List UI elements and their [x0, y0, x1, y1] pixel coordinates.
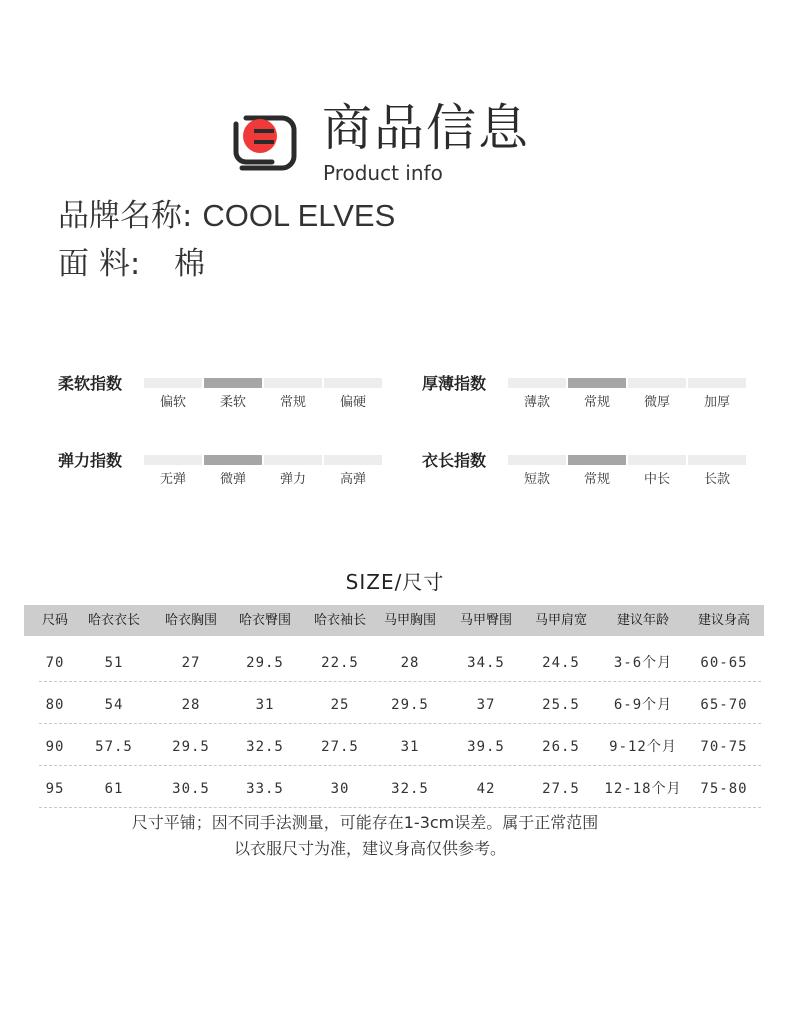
table-cell: 42	[476, 781, 496, 797]
table-cell: 80	[45, 697, 65, 713]
table-cell: 34.5	[467, 655, 505, 671]
size-table	[24, 605, 764, 797]
table-cell: 70	[45, 655, 65, 671]
table-cell: 54	[104, 697, 124, 713]
page-title: 商品信息	[322, 99, 530, 157]
column-header: 建议身高	[697, 613, 750, 628]
table-cell: 28	[181, 697, 201, 713]
index-label: 柔软指数	[58, 374, 123, 393]
row-divider	[39, 681, 761, 682]
table-cell: 24.5	[542, 655, 580, 671]
table-cell: 27	[181, 655, 201, 671]
size-table-header	[24, 605, 764, 636]
table-cell: 37	[476, 697, 496, 713]
table-cell: 65-70	[700, 697, 748, 713]
index-segment	[324, 455, 382, 465]
column-header: 哈衣袖长	[313, 613, 366, 628]
column-header: 哈衣臀围	[238, 613, 291, 628]
index-row	[58, 450, 388, 490]
table-cell: 60-65	[700, 655, 748, 671]
index-option-label: 薄款	[523, 395, 550, 410]
table-cell: 27.5	[542, 781, 580, 797]
table-cell: 29.5	[391, 697, 429, 713]
table-row	[24, 642, 764, 684]
table-cell: 95	[45, 781, 65, 797]
column-header: 马甲胸围	[383, 613, 436, 628]
index-option-label: 长款	[703, 472, 730, 487]
index-row	[422, 450, 752, 490]
index-option-label: 偏软	[159, 395, 186, 410]
index-label: 厚薄指数	[422, 374, 487, 393]
index-segment	[144, 455, 202, 465]
index-segment-selected	[204, 378, 262, 388]
measurement-note: 尺寸平铺；因不同手法测量，可能存在1-3cm误差。属于正常范围	[131, 813, 599, 832]
index-option-label: 常规	[279, 395, 306, 410]
column-header: 马甲臀围	[459, 613, 512, 628]
table-cell: 6-9个月	[613, 697, 673, 713]
index-segment	[508, 378, 566, 388]
index-option-label: 弹力	[279, 472, 306, 487]
index-option-label: 短款	[523, 472, 550, 487]
index-label: 衣长指数	[422, 451, 487, 470]
table-cell: 61	[104, 781, 124, 797]
table-cell: 39.5	[467, 739, 505, 755]
index-segment	[264, 455, 322, 465]
table-cell: 22.5	[321, 655, 359, 671]
table-row	[24, 684, 764, 726]
table-cell: 25.5	[542, 697, 580, 713]
index-option-label: 偏硬	[339, 395, 366, 410]
column-header: 马甲肩宽	[534, 613, 587, 628]
table-row	[24, 726, 764, 768]
size-table-title: SIZE/尺寸	[345, 570, 445, 594]
index-segment	[508, 455, 566, 465]
table-row	[24, 768, 764, 810]
table-cell: 31	[400, 739, 420, 755]
column-header: 哈衣胸围	[164, 613, 217, 628]
table-cell: 3-6个月	[613, 655, 673, 671]
index-segment	[628, 378, 686, 388]
index-segment-selected	[568, 378, 626, 388]
index-segment-selected	[204, 455, 262, 465]
table-cell: 32.5	[246, 739, 284, 755]
brand-value: COOL ELVES	[202, 198, 396, 233]
index-segment	[144, 378, 202, 388]
row-divider	[39, 765, 761, 766]
brand-label: 品牌名称:	[58, 198, 193, 234]
table-cell: 12-18个月	[604, 781, 682, 797]
table-cell: 33.5	[246, 781, 284, 797]
row-divider	[39, 807, 761, 808]
brand-line	[58, 196, 395, 236]
index-option-label: 无弹	[159, 472, 186, 487]
height-note: 以衣服尺寸为准，建议身高仅供参考。	[233, 839, 506, 858]
column-header: 尺码	[41, 613, 68, 628]
index-option-label: 常规	[583, 472, 610, 487]
table-cell: 31	[255, 697, 275, 713]
table-cell: 70-75	[700, 739, 748, 755]
index-option-label: 微弹	[219, 472, 246, 487]
table-cell: 28	[400, 655, 420, 671]
index-row	[58, 373, 388, 413]
index-option-label: 加厚	[703, 395, 730, 410]
page-subtitle: Product info	[323, 161, 443, 185]
table-cell: 51	[104, 655, 124, 671]
fabric-value: 棉	[174, 246, 205, 281]
table-cell: 29.5	[172, 739, 210, 755]
index-segment	[688, 378, 746, 388]
table-cell: 9-12个月	[609, 739, 677, 755]
table-cell: 90	[45, 739, 65, 755]
document-badge-icon	[232, 112, 298, 174]
index-option-label: 常规	[583, 395, 610, 410]
table-cell: 30	[330, 781, 350, 797]
index-segment	[688, 455, 746, 465]
index-option-label: 柔软	[219, 395, 246, 410]
index-row	[422, 373, 752, 413]
column-header: 建议年龄	[616, 613, 669, 628]
table-cell: 27.5	[321, 739, 359, 755]
table-cell: 25	[330, 697, 350, 713]
index-option-label: 微厚	[643, 395, 670, 410]
table-cell: 26.5	[542, 739, 580, 755]
table-cell: 57.5	[95, 739, 133, 755]
table-cell: 30.5	[172, 781, 210, 797]
column-header: 哈衣衣长	[87, 613, 140, 628]
table-cell: 32.5	[391, 781, 429, 797]
index-segment-selected	[568, 455, 626, 465]
fabric-line	[58, 244, 205, 284]
index-segment	[628, 455, 686, 465]
table-cell: 29.5	[246, 655, 284, 671]
row-divider	[39, 723, 761, 724]
index-option-label: 中长	[643, 472, 670, 487]
index-segment	[324, 378, 382, 388]
fabric-label: 面 料:	[58, 246, 141, 282]
index-label: 弹力指数	[58, 451, 123, 470]
index-option-label: 高弹	[339, 472, 366, 487]
index-segment	[264, 378, 322, 388]
table-cell: 75-80	[700, 781, 748, 797]
